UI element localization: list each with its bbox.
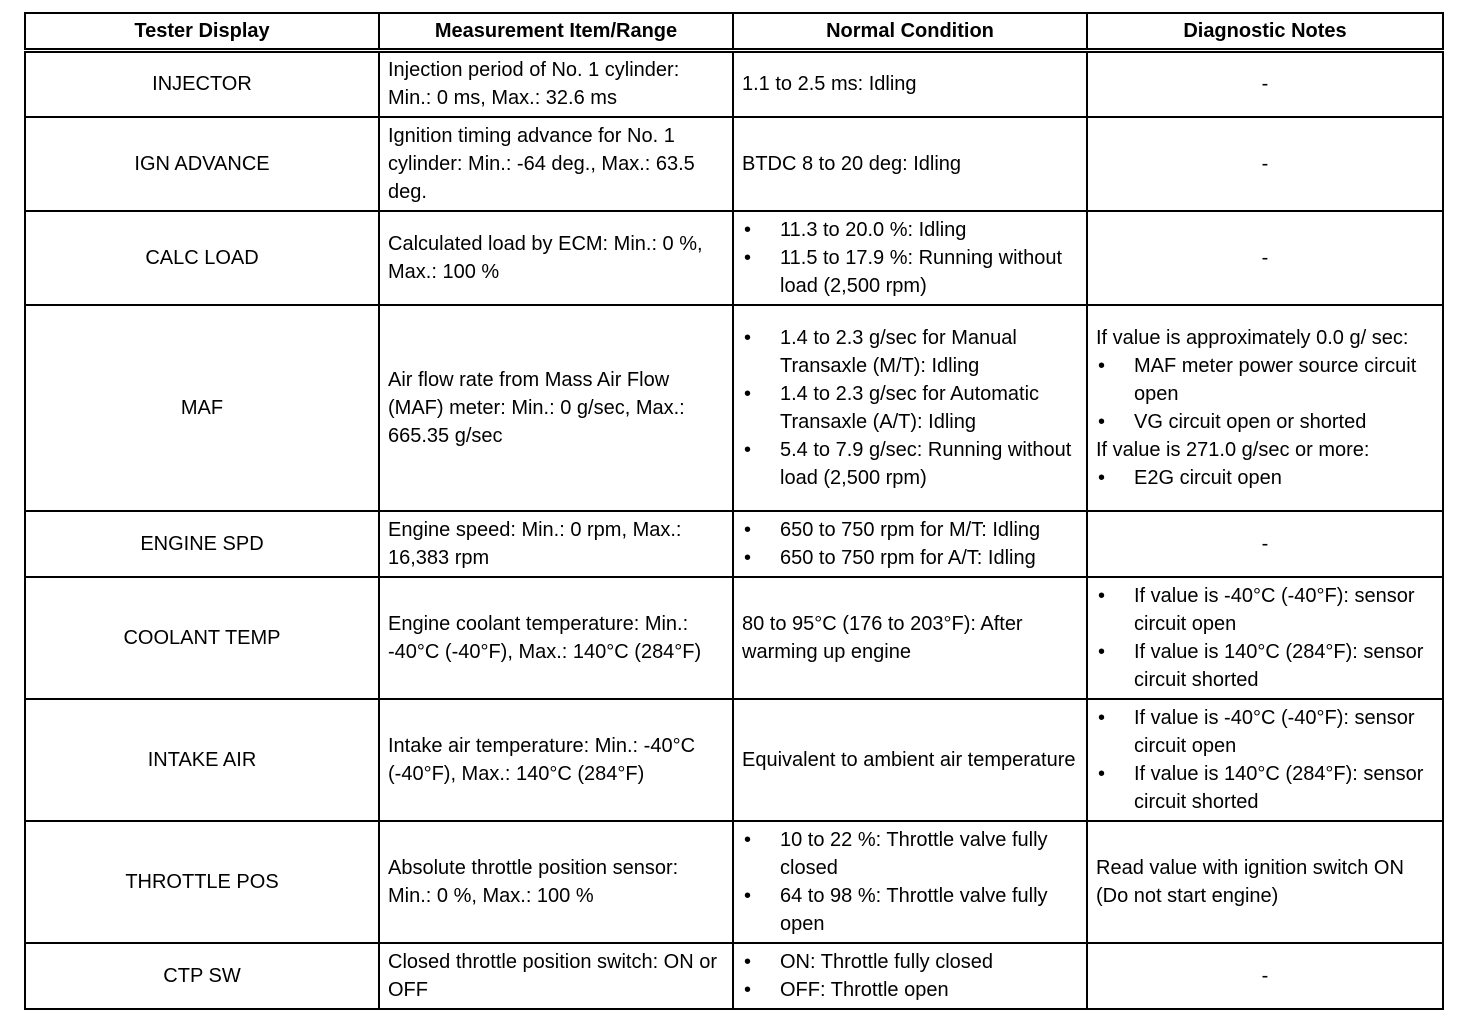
diagnostic-notes-cell (1087, 577, 1443, 699)
diagnostic-notes-cell: Read value with ignition switch ON (Do not start engine) (1087, 821, 1443, 943)
header-measurement-item: Measurement Item/Range (379, 13, 733, 51)
note-intro: If value is 271.0 g/sec or more: (1096, 438, 1370, 461)
measurement-cell: Engine coolant temperature: Min.: -40°C (-40°F), Max.: 140°C (284°F) (379, 577, 733, 699)
list-item: • 650 to 750 rpm for M/T: Idling (742, 516, 1078, 544)
tester-display-cell: CALC LOAD (25, 211, 379, 305)
list-item: • 1.4 to 2.3 g/sec for Automatic Transaxle (A/T): Idling (742, 380, 1078, 436)
table-row (25, 305, 1443, 511)
bullet-list (742, 826, 1078, 938)
table-row (25, 51, 1443, 117)
table-row (25, 117, 1443, 211)
header-row (25, 13, 1443, 51)
list-item: • ON: Throttle fully closed (742, 948, 1078, 976)
diagnostic-notes-cell: - (1087, 943, 1443, 1009)
header-normal-condition: Normal Condition (733, 13, 1087, 51)
bullet-list (1096, 352, 1434, 436)
measurement-cell: Intake air temperature: Min.: -40°C (-40°F), Max.: 140°C (284°F) (379, 699, 733, 821)
tester-display-cell: MAF (25, 305, 379, 511)
bullet-list (1096, 582, 1434, 694)
diagnostic-notes-cell (1087, 699, 1443, 821)
tester-display-cell: THROTTLE POS (25, 821, 379, 943)
tester-display-cell: IGN ADVANCE (25, 117, 379, 211)
diagnostic-notes-cell: - (1087, 511, 1443, 577)
tester-display-cell: INJECTOR (25, 51, 379, 117)
measurement-cell: Calculated load by ECM: Min.: 0 %, Max.: 100 % (379, 211, 733, 305)
header-diagnostic-notes: Diagnostic Notes (1087, 13, 1443, 51)
list-item: • If value is 140°C (284°F): sensor circuit shorted (1096, 638, 1434, 694)
list-item: • 11.5 to 17.9 %: Running without load (2,500 rpm) (742, 244, 1078, 300)
normal-condition-cell: BTDC 8 to 20 deg: Idling (733, 117, 1087, 211)
list-item: • If value is 140°C (284°F): sensor circuit shorted (1096, 760, 1434, 816)
list-item: • If value is -40°C (-40°F): sensor circuit open (1096, 704, 1434, 760)
list-item: • 11.3 to 20.0 %: Idling (742, 216, 1078, 244)
measurement-cell: Absolute throttle position sensor: Min.: 0 %, Max.: 100 % (379, 821, 733, 943)
bullet-list (742, 216, 1078, 300)
table-row (25, 699, 1443, 821)
measurement-cell: Ignition timing advance for No. 1 cylinder: Min.: -64 deg., Max.: 63.5 deg. (379, 117, 733, 211)
bullet-list (1096, 704, 1434, 816)
measurement-cell: Air flow rate from Mass Air Flow (MAF) meter: Min.: 0 g/sec, Max.: 665.35 g/sec (379, 305, 733, 511)
list-item: • 10 to 22 %: Throttle valve fully closed (742, 826, 1078, 882)
table-row (25, 211, 1443, 305)
diagnostic-notes-cell: - (1087, 51, 1443, 117)
list-item: • 5.4 to 7.9 g/sec: Running without load (2,500 rpm) (742, 436, 1078, 492)
normal-condition-cell (733, 821, 1087, 943)
normal-condition-cell: 1.1 to 2.5 ms: Idling (733, 51, 1087, 117)
diagnostic-notes-cell (1087, 305, 1443, 511)
bullet-list (742, 948, 1078, 1004)
list-item: • OFF: Throttle open (742, 976, 1078, 1004)
tester-display-cell: INTAKE AIR (25, 699, 379, 821)
table-row (25, 821, 1443, 943)
list-item: • 1.4 to 2.3 g/sec for Manual Transaxle (M/T): Idling (742, 324, 1078, 380)
measurement-cell: Closed throttle position switch: ON or OFF (379, 943, 733, 1009)
table-row (25, 943, 1443, 1009)
note-intro: If value is approximately 0.0 g/ sec: (1096, 326, 1409, 349)
diagnostic-notes-cell: - (1087, 211, 1443, 305)
header-tester-display: Tester Display (25, 13, 379, 51)
normal-condition-cell (733, 211, 1087, 305)
diagnostic-notes-cell: - (1087, 117, 1443, 211)
list-item: • E2G circuit open (1096, 464, 1434, 492)
tester-display-cell: CTP SW (25, 943, 379, 1009)
bullet-list (742, 324, 1078, 492)
list-item: • VG circuit open or shorted (1096, 408, 1434, 436)
normal-condition-cell (733, 943, 1087, 1009)
tester-display-cell: COOLANT TEMP (25, 577, 379, 699)
list-item: • If value is -40°C (-40°F): sensor circuit open (1096, 582, 1434, 638)
normal-condition-cell (733, 511, 1087, 577)
list-item: • MAF meter power source circuit open (1096, 352, 1434, 408)
normal-condition-cell (733, 305, 1087, 511)
table-row (25, 511, 1443, 577)
normal-condition-cell: 80 to 95°C (176 to 203°F): After warming up engine (733, 577, 1087, 699)
bullet-list (1096, 464, 1434, 492)
list-item: • 64 to 98 %: Throttle valve fully open (742, 882, 1078, 938)
measurement-cell: Engine speed: Min.: 0 rpm, Max.: 16,383 rpm (379, 511, 733, 577)
table-row (25, 577, 1443, 699)
measurement-cell: Injection period of No. 1 cylinder: Min.: 0 ms, Max.: 32.6 ms (379, 51, 733, 117)
tester-display-cell: ENGINE SPD (25, 511, 379, 577)
list-item: • 650 to 750 rpm for A/T: Idling (742, 544, 1078, 572)
normal-condition-cell: Equivalent to ambient air temperature (733, 699, 1087, 821)
bullet-list (742, 516, 1078, 572)
data-list-table (24, 12, 1444, 1010)
